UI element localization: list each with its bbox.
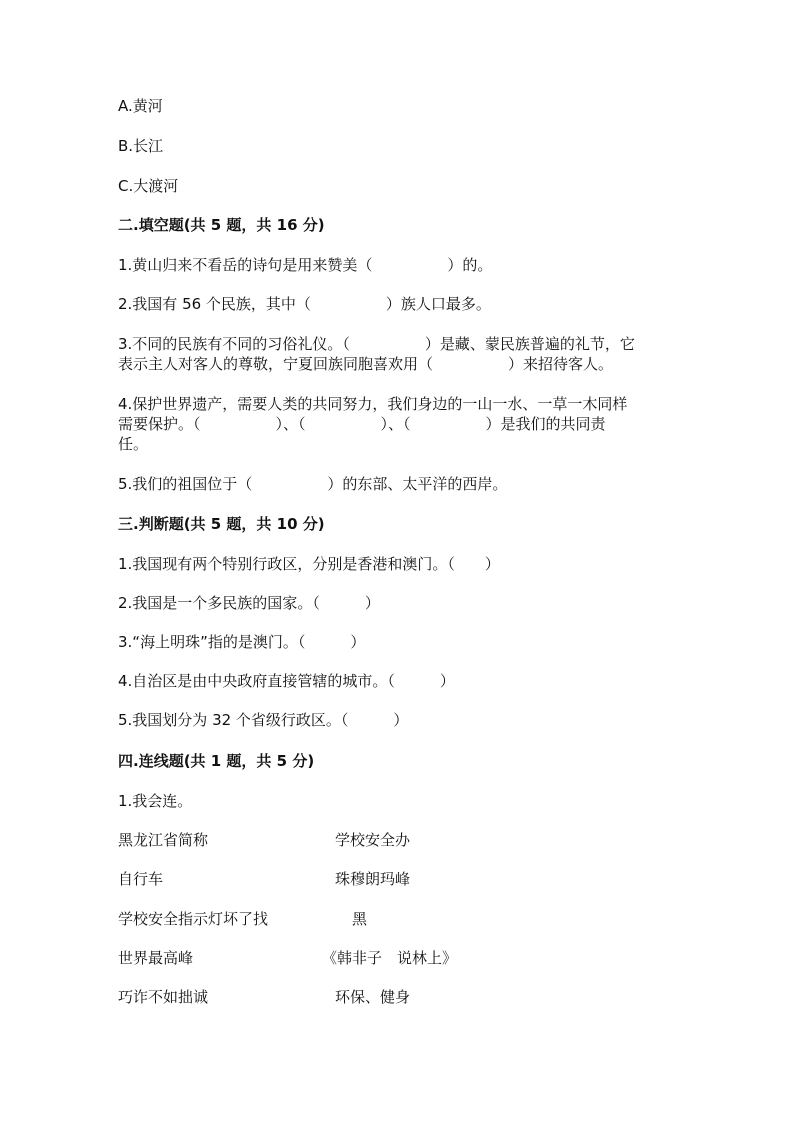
- option-c: C.大渡河: [118, 177, 179, 195]
- match-right-item: 学校安全办: [335, 831, 411, 849]
- fill-q3-line2: 表示主人对客人的尊敬，宁夏回族同胞喜欢用（ ）来招待客人。: [118, 355, 614, 373]
- judge-q3: 3.“海上明珠”指的是澳门。（ ）: [118, 633, 366, 651]
- section2-title: 二.填空题(共 5 题，共 16 分): [118, 216, 325, 234]
- match-left-item: 巧诈不如拙诚: [118, 988, 209, 1006]
- match-right-item: 《韩非子 说林上》: [322, 949, 458, 967]
- match-left-item: 自行车: [118, 870, 164, 888]
- match-right-item: 黑: [352, 910, 368, 928]
- fill-q3-line1: 3.不同的民族有不同的习俗礼仪。（ ）是藏、蒙民族普遍的礼节，它: [118, 335, 635, 353]
- option-a: A.黄河: [118, 97, 163, 115]
- match-left-item: 学校安全指示灯坏了找: [118, 910, 269, 928]
- fill-q4-line2: 需要保护。（ ）、（ ）、（ ）是我们的共同责: [118, 415, 606, 433]
- judge-q2: 2.我国是一个多民族的国家。（ ）: [118, 594, 380, 612]
- fill-q4-line1: 4.保护世界遗产，需要人类的共同努力，我们身边的一山一水、一草一木同样: [118, 395, 628, 413]
- match-right-item: 环保、健身: [335, 988, 411, 1006]
- section3-title: 三.判断题(共 5 题，共 10 分): [118, 515, 325, 533]
- section4-title: 四.连线题(共 1 题，共 5 分): [118, 752, 315, 770]
- judge-q5: 5.我国划分为 32 个省级行政区。（ ）: [118, 711, 409, 729]
- match-left-item: 黑龙江省简称: [118, 831, 209, 849]
- fill-q1: 1.黄山归来不看岳的诗句是用来赞美（ ）的。: [118, 256, 493, 274]
- option-b: B.长江: [118, 137, 164, 155]
- fill-q4-line3: 任。: [118, 435, 149, 453]
- match-q1: 1.我会连。: [118, 792, 193, 810]
- match-left-item: 世界最高峰: [118, 949, 194, 967]
- fill-q5: 5.我们的祖国位于（ ）的东部、太平洋的西岸。: [118, 475, 508, 493]
- fill-q2: 2.我国有 56 个民族，其中（ ）族人口最多。: [118, 295, 491, 313]
- match-right-item: 珠穆朗玛峰: [335, 870, 411, 888]
- judge-q1: 1.我国现有两个特别行政区，分别是香港和澳门。（ ）: [118, 555, 500, 573]
- judge-q4: 4.自治区是由中央政府直接管辖的城市。（ ）: [118, 672, 455, 690]
